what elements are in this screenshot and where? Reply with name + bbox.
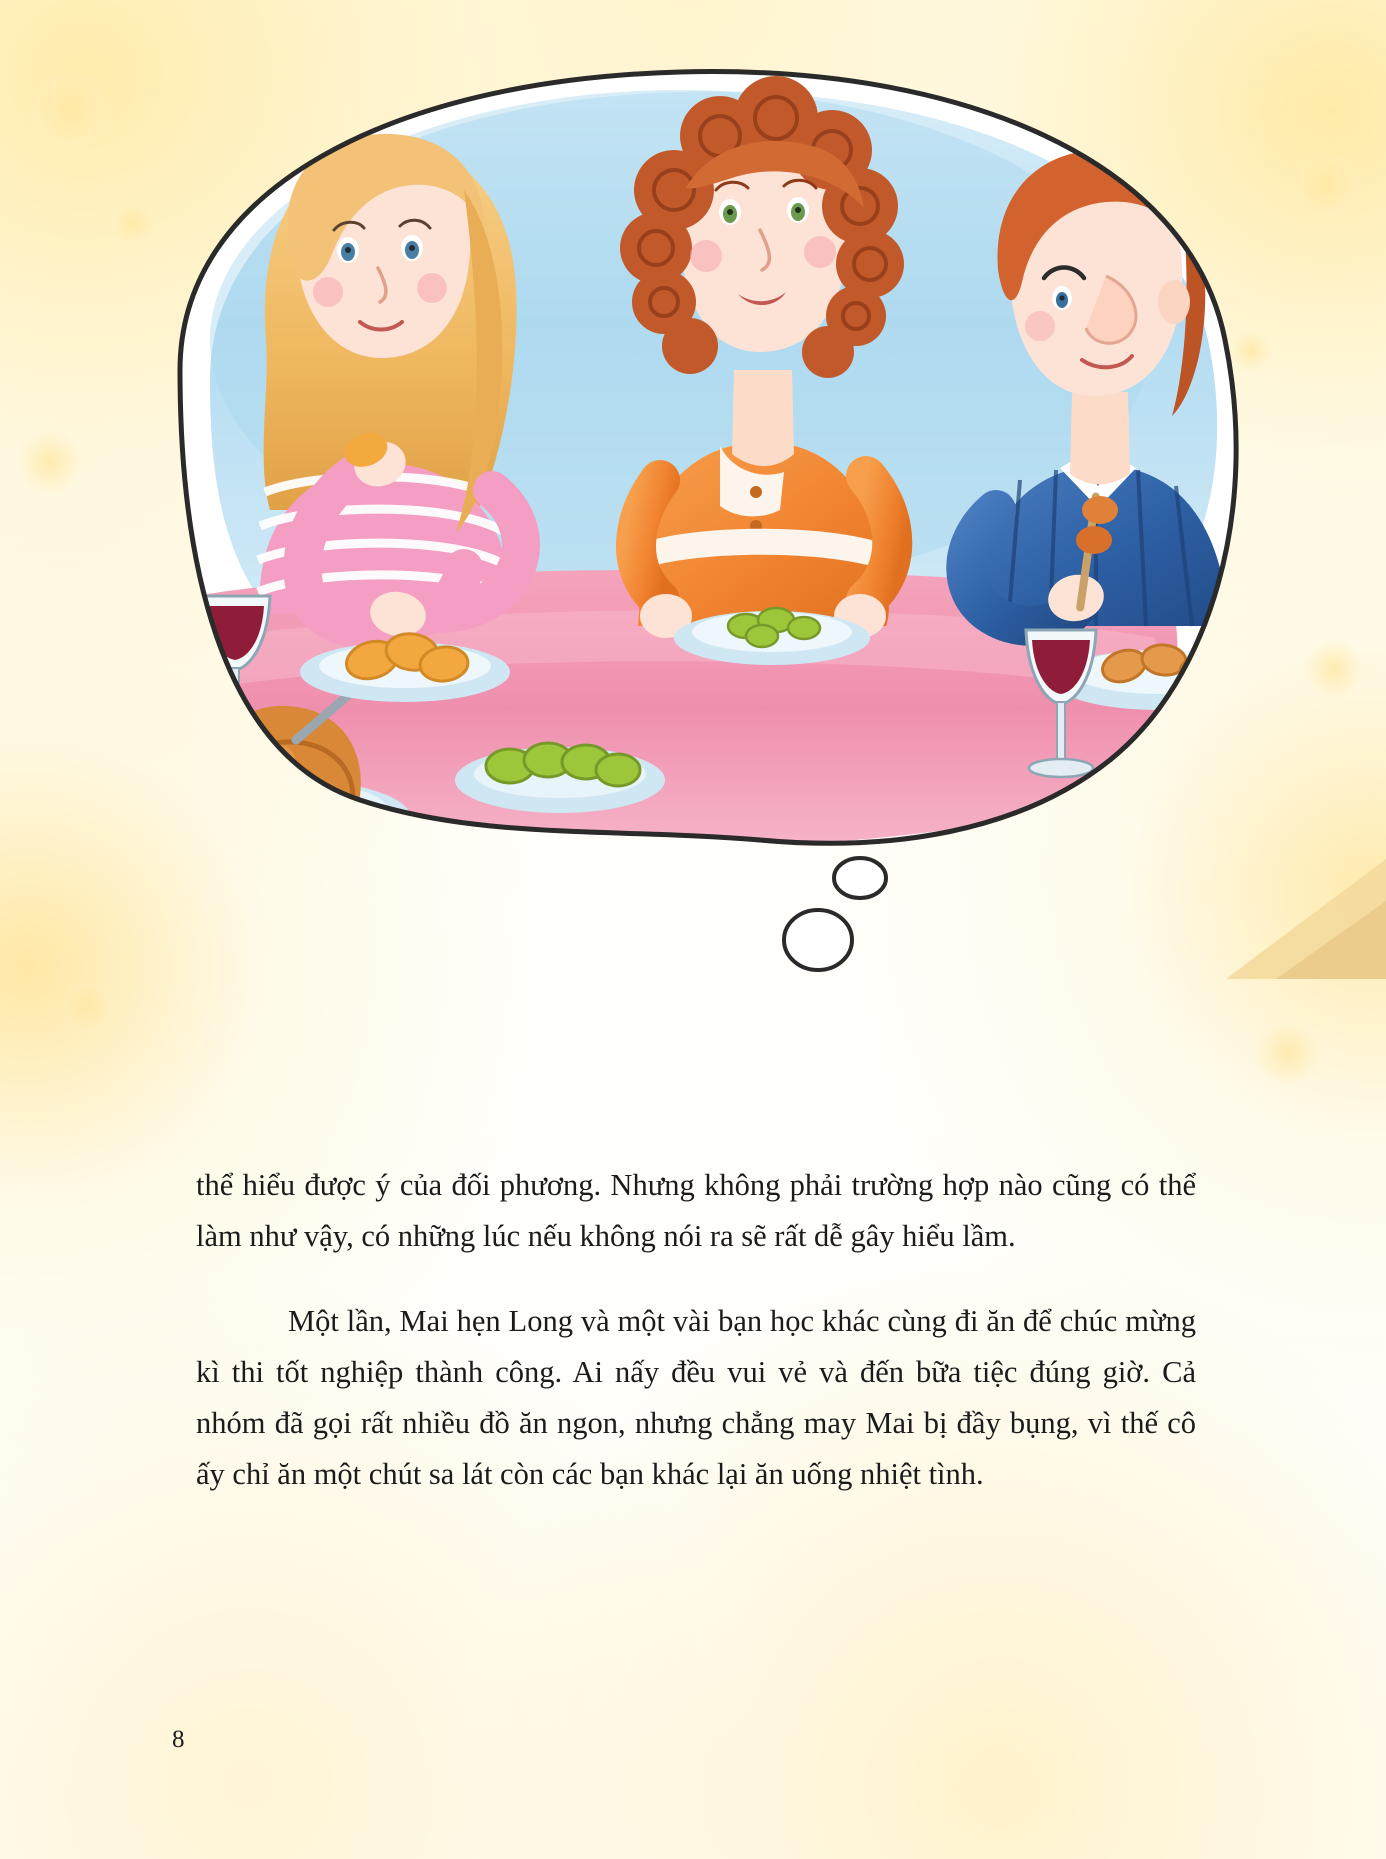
paragraph-2: Một lần, Mai hẹn Long và một vài bạn học khác cùng đi ăn để chúc mừng kì thi tốt nghiệp thành công. Ai nấy đều vui vẻ và đến bữa tiệc đúng giờ. Cả nhóm đã gọi rất nhiều đồ ăn ngon, nhưng chẳng may Mai bị đầy bụng, vì thế cô ấy chỉ ăn một chút sa lát còn các bạn khác lại ăn uống nhiệt tình. — [196, 1304, 1196, 1491]
page-number: 8 — [172, 1726, 185, 1753]
body-text — [196, 1160, 1196, 1500]
girl-blonde-left — [258, 134, 521, 641]
illustration-thought-bubble — [60, 40, 1330, 1110]
paragraph-1: thể hiểu được ý của đối phương. Nhưng không phải trường hợp nào cũng có thể làm như vậy, có những lúc nếu không nói ra sẽ rất dễ gây hiểu lầm. — [196, 1168, 1196, 1253]
